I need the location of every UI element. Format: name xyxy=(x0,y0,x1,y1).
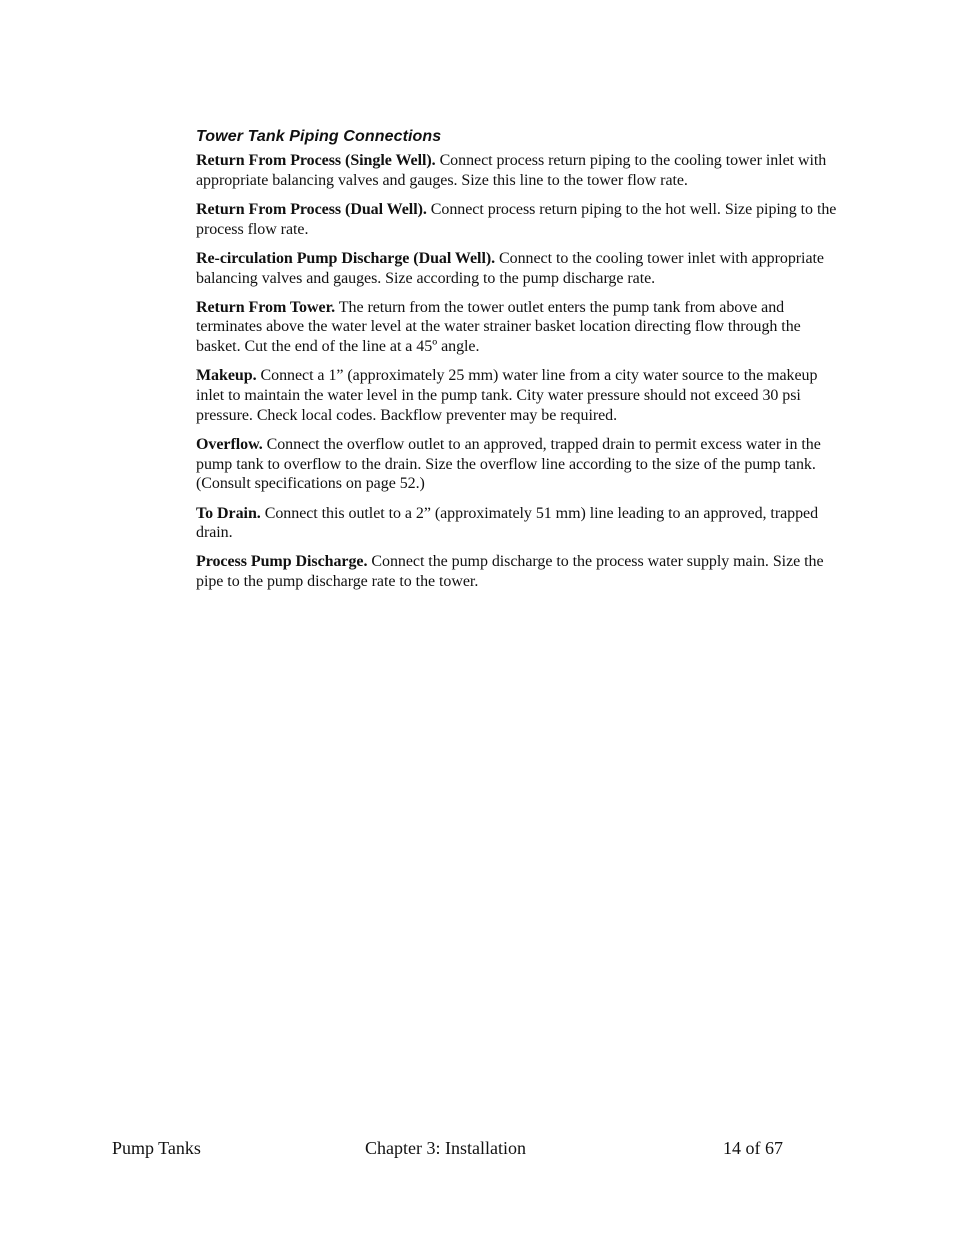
paragraph-return-from-process-dual-well xyxy=(196,200,846,239)
paragraph-text: Connect to the cooling tower inlet with appropriate balancing valves and gauges. Size according to the pump discharge rate. xyxy=(196,249,824,287)
paragraph-text: Connect this outlet to a 2” (approximately 51 mm) line leading to an approved, trapped drain. xyxy=(196,504,819,542)
paragraph-to-drain xyxy=(196,504,846,543)
paragraph-process-pump-discharge xyxy=(196,552,846,591)
section-title: Tower Tank Piping Connections xyxy=(196,128,442,145)
paragraph-text: Connect the pump discharge to the process water supply main. Size the pipe to the pump discharge rate to the tower. xyxy=(196,553,824,591)
paragraph-term: Return From Tower. xyxy=(196,298,336,316)
paragraph-term: Overflow. xyxy=(196,435,263,453)
paragraph-overflow xyxy=(196,435,846,494)
footer-page-number: 14 of 67 xyxy=(723,1138,783,1158)
paragraph-term: Process Pump Discharge. xyxy=(196,553,368,571)
paragraph-return-from-tower xyxy=(196,298,846,357)
footer-document-title: Pump Tanks xyxy=(112,1138,201,1158)
paragraph-text: The return from the tower outlet enters the pump tank from above and terminates above the water level at the water strainer basket location directing flow through the basket. Cut the end of the line at a 45º angle. xyxy=(196,298,801,356)
paragraph-text: Connect process return piping to the hot well. Size piping to the process flow rate. xyxy=(196,200,837,238)
paragraph-text: Connect the overflow outlet to an approved, trapped drain to permit excess water in the pump tank to overflow to the drain. Size the overflow line according to the size of the pump tank. (Consult specifications on page 52.) xyxy=(196,435,821,493)
paragraph-term: To Drain. xyxy=(196,504,261,522)
page-footer xyxy=(0,1136,954,1160)
paragraph-term: Return From Process (Dual Well). xyxy=(196,200,427,218)
paragraph-text: Connect a 1” (approximately 25 mm) water line from a city water source to the makeup inlet to maintain the water level in the pump tank. City water pressure should not exceed 30 psi pressure. Check local codes. Backflow preventer may be required. xyxy=(196,367,818,424)
paragraph-return-from-process-single-well xyxy=(196,151,846,190)
paragraph-recirculation-pump-discharge xyxy=(196,249,846,288)
paragraph-term: Re-circulation Pump Discharge (Dual Well). xyxy=(196,249,496,267)
paragraph-term: Makeup. xyxy=(196,367,257,385)
paragraph-makeup xyxy=(196,366,846,425)
paragraph-text: Connect process return piping to the cooling tower inlet with appropriate balancing valves and gauges. Size this line to the tower flow rate. xyxy=(196,152,827,189)
footer-chapter: Chapter 3: Installation xyxy=(365,1138,526,1158)
page-content xyxy=(196,126,846,601)
paragraph-term: Return From Process (Single Well). xyxy=(196,152,436,169)
